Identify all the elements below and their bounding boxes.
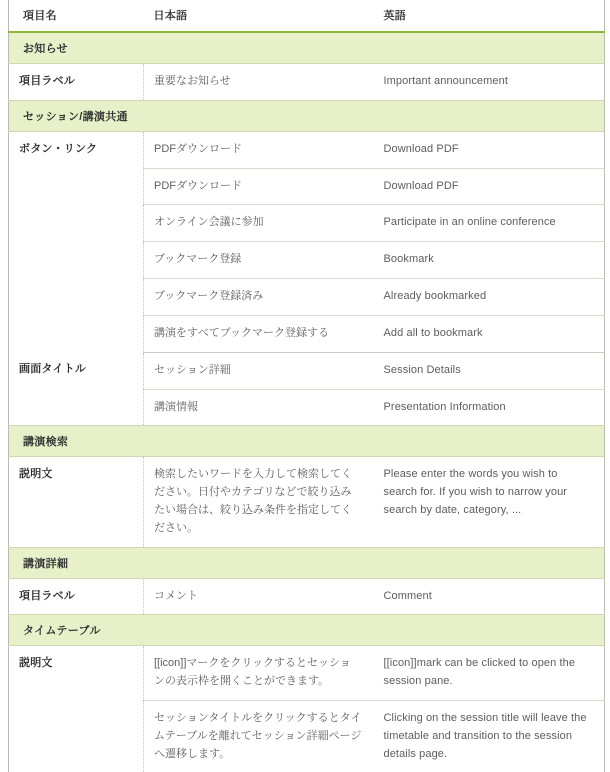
- row-label: 項目ラベル: [9, 578, 144, 615]
- english-text: Clicking on the session title will leave the timetable and transition to the session details page.: [384, 710, 593, 763]
- japanese-text: セッション詳細: [154, 362, 362, 380]
- row-label: 説明文: [9, 646, 144, 772]
- table-row: [9, 131, 605, 168]
- column-header-japanese: 日本語: [144, 0, 374, 32]
- japanese-text: PDFダウンロード: [154, 178, 362, 196]
- section-title: 講演検索: [9, 426, 605, 457]
- japanese-text: 重要なお知らせ: [154, 73, 362, 91]
- column-header-english: 英語: [374, 0, 605, 32]
- cell-english: [374, 131, 605, 168]
- table-row: [9, 64, 605, 101]
- cell-japanese: [144, 315, 374, 352]
- japanese-text: [[icon]]マークをクリックするとセッションの表示枠を開くことができます。: [154, 655, 362, 691]
- cell-english: [374, 64, 605, 101]
- table-row: [9, 578, 605, 615]
- english-text: Please enter the words you wish to search for. If you wish to narrow your search by date, category, ...: [384, 466, 593, 519]
- table-header: [9, 0, 605, 32]
- english-text: Presentation Information: [384, 399, 593, 417]
- english-text: Already bookmarked: [384, 288, 593, 306]
- english-text: Bookmark: [384, 251, 593, 269]
- cell-english: [374, 279, 605, 316]
- table-row: [9, 457, 605, 547]
- japanese-text: コメント: [154, 588, 362, 606]
- section-header-row: [9, 426, 605, 457]
- japanese-text: オンライン会議に参加: [154, 214, 362, 232]
- japanese-text: PDFダウンロード: [154, 141, 362, 159]
- row-label: 画面タイトル: [9, 352, 144, 426]
- japanese-text: ブックマーク登録済み: [154, 288, 362, 306]
- cell-japanese: [144, 131, 374, 168]
- row-label: 項目ラベル: [9, 64, 144, 101]
- section-title: タイムテーブル: [9, 615, 605, 646]
- cell-japanese: [144, 389, 374, 426]
- english-text: Comment: [384, 588, 593, 606]
- cell-japanese: [144, 701, 374, 772]
- cell-english: [374, 646, 605, 701]
- japanese-text: 講演情報: [154, 399, 362, 417]
- cell-japanese: [144, 578, 374, 615]
- cell-japanese: [144, 168, 374, 205]
- section-header-row: [9, 100, 605, 131]
- cell-english: [374, 315, 605, 352]
- english-text: Add all to bookmark: [384, 325, 593, 343]
- column-header-label: 項目名: [9, 0, 144, 32]
- cell-japanese: [144, 279, 374, 316]
- cell-english: [374, 457, 605, 547]
- cell-japanese: [144, 64, 374, 101]
- cell-japanese: [144, 242, 374, 279]
- cell-english: [374, 701, 605, 772]
- cell-japanese: [144, 646, 374, 701]
- cell-japanese: [144, 457, 374, 547]
- section-header-row: [9, 32, 605, 64]
- english-text: Download PDF: [384, 141, 593, 159]
- japanese-text: セッションタイトルをクリックするとタイムテーブルを離れてセッション詳細ページへ遷移します。: [154, 710, 362, 763]
- cell-english: [374, 352, 605, 389]
- translation-table: [8, 0, 605, 772]
- cell-english: [374, 389, 605, 426]
- section-title: 講演詳細: [9, 547, 605, 578]
- table-row: [9, 352, 605, 389]
- table-header-row: [9, 0, 605, 32]
- row-label: ボタン・リンク: [9, 131, 144, 352]
- english-text: Important announcement: [384, 73, 593, 91]
- section-title: お知らせ: [9, 32, 605, 64]
- japanese-text: 講演をすべてブックマーク登録する: [154, 325, 362, 343]
- cell-japanese: [144, 205, 374, 242]
- japanese-text: ブックマーク登録: [154, 251, 362, 269]
- section-header-row: [9, 547, 605, 578]
- english-text: Download PDF: [384, 178, 593, 196]
- section-title: セッション/講演共通: [9, 100, 605, 131]
- cell-english: [374, 205, 605, 242]
- cell-japanese: [144, 352, 374, 389]
- table-row: [9, 646, 605, 701]
- english-text: [[icon]]mark can be clicked to open the session pane.: [384, 655, 593, 691]
- english-text: Participate in an online conference: [384, 214, 593, 232]
- english-text: Session Details: [384, 362, 593, 380]
- cell-english: [374, 242, 605, 279]
- cell-english: [374, 578, 605, 615]
- table-body: [9, 32, 605, 772]
- cell-english: [374, 168, 605, 205]
- section-header-row: [9, 615, 605, 646]
- row-label: 説明文: [9, 457, 144, 547]
- japanese-text: 検索したいワードを入力して検索してください。日付やカテゴリなどで絞り込みたい場合は、絞り込み条件を指定してください。: [154, 466, 362, 537]
